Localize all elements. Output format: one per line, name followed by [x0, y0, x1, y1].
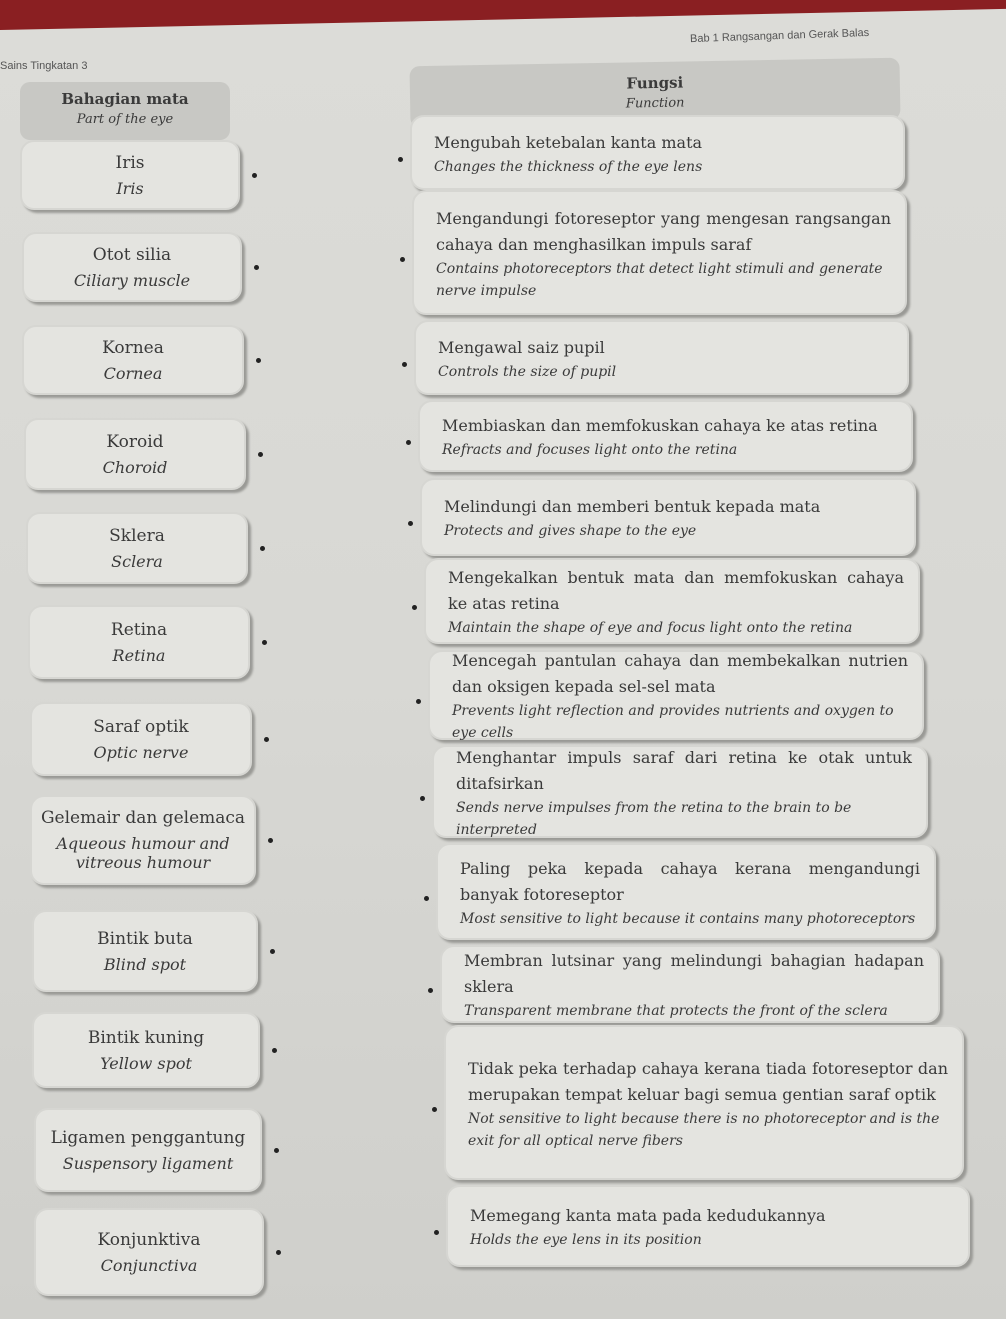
function-text-ms: Membran lutsinar yang melindungi bahagian hadapan sklera — [464, 951, 924, 996]
part-match-dot[interactable] — [274, 1148, 279, 1153]
function-text-en: Sends nerve impulses from the retina to the brain to be interpreted — [456, 799, 852, 838]
part-name-ms: Gelemair dan gelemaca — [40, 808, 246, 828]
function-box — [436, 843, 936, 940]
function-box — [420, 478, 916, 556]
function-text-ms: Menghantar impuls saraf dari retina ke otak untuk ditafsirkan — [456, 747, 912, 793]
function-text-en: Prevents light reflection and provides nutrients and oxygen to eye cells — [452, 703, 894, 741]
part-match-dot[interactable] — [262, 640, 267, 645]
function-match-dot[interactable] — [424, 896, 429, 901]
function-text-ms: Mencegah pantulan cahaya dan membekalkan nutrien dan oksigen kepada sel-sel mata — [452, 651, 908, 696]
part-name-ms: Kornea — [102, 337, 164, 358]
part-name-en: Ciliary muscle — [73, 270, 191, 290]
function-match-dot[interactable] — [434, 1230, 439, 1235]
part-box — [28, 605, 250, 679]
part-name-ms: Retina — [110, 619, 168, 640]
function-match-dot[interactable] — [420, 796, 425, 801]
function-match-dot[interactable] — [398, 157, 403, 162]
function-match-dot[interactable] — [406, 440, 411, 445]
part-match-dot[interactable] — [256, 358, 261, 363]
function-text-en: Controls the size of pupil — [438, 363, 617, 380]
part-name-ms: Bintik buta — [97, 928, 193, 949]
function-text-en: Maintain the shape of eye and focus light onto the retina — [448, 620, 853, 636]
part-name-ms: Bintik kuning — [87, 1027, 205, 1048]
part-name-ms: Saraf optik — [93, 716, 189, 737]
cover-banner — [0, 0, 1006, 30]
function-text-en: Not sensitive to light because there is no photoreceptor and is the exit for all optical nerve fibers — [468, 1110, 940, 1149]
function-text-ms: Tidak peka terhadap cahaya kerana tiada fotoreseptor dan merupakan tempat keluar bagi semua gentian saraf optik — [468, 1058, 948, 1104]
part-name-en: Choroid — [102, 457, 168, 477]
function-text-ms: Mengubah ketebalan kanta mata — [434, 132, 703, 152]
part-name-en: Aqueous humour and vitreous humour — [56, 834, 230, 872]
function-text-ms: Mengandungi fotoreseptor yang mengesan rangsangan cahaya dan menghasilkan impuls saraf — [436, 208, 891, 254]
part-name-en: Blind spot — [103, 954, 187, 974]
part-box — [32, 910, 258, 992]
part-match-dot[interactable] — [270, 949, 275, 954]
function-box — [440, 945, 940, 1023]
function-text-en: Transparent membrane that protects the front of the sclera — [464, 1003, 888, 1019]
function-text-en: Contains photoreceptors that detect light stimuli and generate nerve impulse — [436, 260, 883, 299]
running-header-left: Sains Tingkatan 3 — [0, 60, 88, 72]
function-match-dot[interactable] — [400, 257, 405, 262]
function-box — [418, 400, 913, 472]
part-name-en: Sclera — [111, 551, 163, 571]
part-box — [30, 795, 256, 885]
function-text-ms: Mengekalkan bentuk mata dan memfokuskan cahaya ke atas retina — [448, 568, 904, 613]
function-box — [412, 190, 907, 315]
part-box — [20, 140, 240, 210]
part-box — [32, 1012, 260, 1088]
part-name-en: Suspensory ligament — [62, 1153, 234, 1173]
part-name-en: Cornea — [103, 363, 163, 383]
part-match-dot[interactable] — [276, 1250, 281, 1255]
part-match-dot[interactable] — [268, 838, 273, 843]
header-part-en: Part of the eye — [76, 112, 174, 127]
function-text-en: Most sensitive to light because it contains many photoreceptors — [460, 910, 916, 927]
function-text-ms: Membiaskan dan memfokuskan cahaya ke atas retina — [442, 416, 878, 435]
function-match-dot[interactable] — [416, 699, 421, 704]
function-text-ms: Memegang kanta mata pada kedudukannya — [470, 1206, 826, 1225]
function-box — [444, 1025, 964, 1180]
function-match-dot[interactable] — [402, 362, 407, 367]
function-text-ms: Melindungi dan memberi bentuk kepada mata — [444, 497, 821, 516]
part-match-dot[interactable] — [252, 173, 257, 178]
part-box — [24, 418, 246, 490]
function-box — [424, 558, 920, 644]
part-match-dot[interactable] — [260, 546, 265, 551]
header-function-en: Function — [625, 95, 685, 112]
function-match-dot[interactable] — [412, 605, 417, 610]
function-box — [414, 320, 909, 395]
function-text-ms: Paling peka kepada cahaya kerana mengandungi banyak fotoreseptor — [460, 858, 920, 904]
part-match-dot[interactable] — [254, 265, 259, 270]
function-match-dot[interactable] — [432, 1107, 437, 1112]
part-name-en: Retina — [112, 645, 166, 665]
function-text-en: Protects and gives shape to the eye — [444, 523, 697, 539]
part-name-ms: Ligamen penggantung — [50, 1127, 246, 1148]
function-text-en: Refracts and focuses light onto the retina — [442, 442, 738, 458]
part-box — [22, 325, 244, 395]
header-part-ms: Bahagian mata — [61, 90, 189, 108]
function-match-dot[interactable] — [428, 988, 433, 993]
part-name-en: Optic nerve — [93, 742, 189, 762]
function-box — [446, 1185, 970, 1267]
header-function-ms: Fungsi — [626, 73, 684, 93]
function-text-ms: Mengawal saiz pupil — [438, 337, 605, 357]
part-name-ms: Otot silia — [92, 244, 172, 265]
running-header-right: Bab 1 Rangsangan dan Gerak Balas — [689, 26, 870, 46]
header-part-of-eye — [20, 82, 230, 140]
part-box — [34, 1108, 262, 1192]
part-name-ms: Konjunktiva — [97, 1229, 201, 1250]
part-box — [22, 232, 242, 302]
part-match-dot[interactable] — [264, 737, 269, 742]
function-box — [432, 745, 928, 838]
function-text-en: Holds the eye lens in its position — [470, 1232, 702, 1248]
part-name-ms: Sklera — [109, 525, 165, 546]
part-box — [26, 512, 248, 584]
part-name-en: Yellow spot — [100, 1053, 192, 1073]
function-box — [428, 650, 924, 740]
part-match-dot[interactable] — [272, 1048, 277, 1053]
function-text-en: Changes the thickness of the eye lens — [434, 158, 703, 175]
part-box — [34, 1208, 264, 1296]
function-box — [410, 115, 905, 190]
function-match-dot[interactable] — [408, 521, 413, 526]
part-name-ms: Iris — [115, 152, 145, 173]
part-match-dot[interactable] — [258, 452, 263, 457]
part-name-en: Conjunctiva — [100, 1255, 198, 1275]
part-name-en: Iris — [116, 178, 144, 198]
part-box — [30, 702, 252, 776]
part-name-ms: Koroid — [106, 431, 164, 452]
